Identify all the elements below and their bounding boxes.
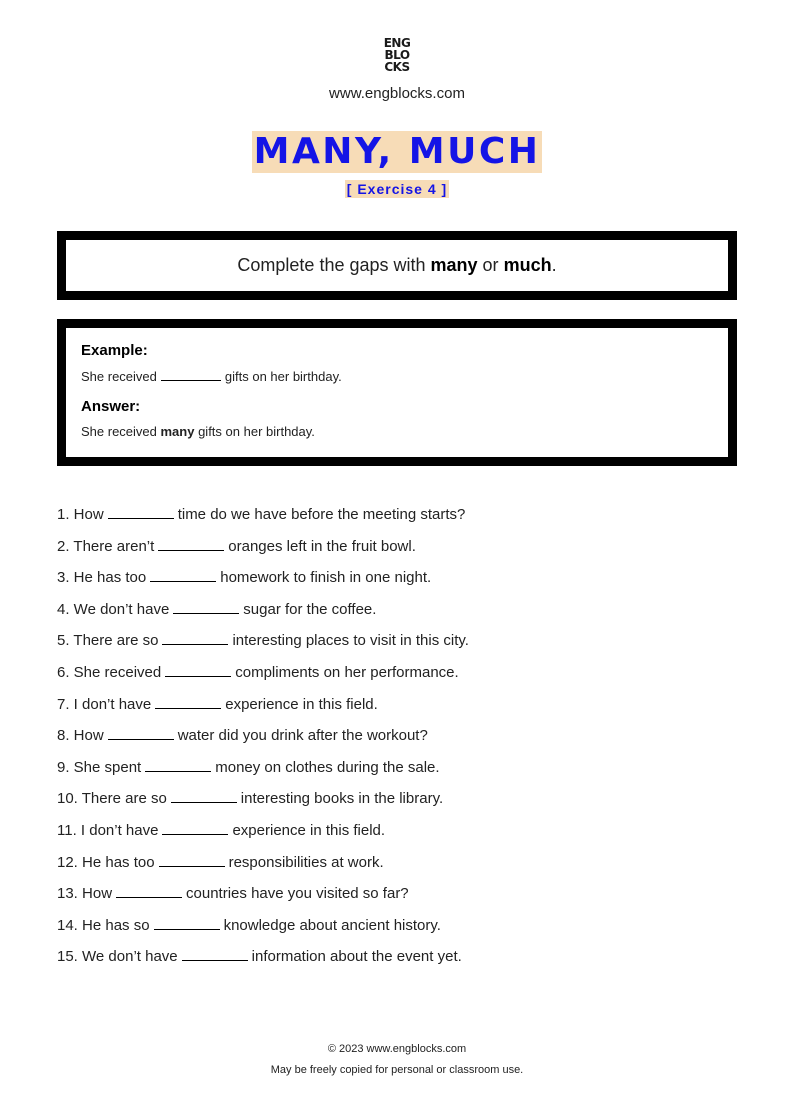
instruction-word-many: many <box>430 255 478 275</box>
answer-gap[interactable] <box>145 757 211 772</box>
question-item: 7. I don’t have experience in this field. <box>57 695 378 713</box>
question-item: 14. He has so knowledge about ancient history. <box>57 916 441 934</box>
answer-gap[interactable] <box>154 915 220 930</box>
instruction-word-much: much <box>503 255 552 275</box>
answer-gap[interactable] <box>158 536 224 551</box>
exercise-subtitle: [ Exercise 4 ] <box>346 181 448 197</box>
logo-line-1: ENG <box>383 36 411 50</box>
site-url: www.engblocks.com <box>329 85 465 102</box>
answer-gap[interactable] <box>171 788 237 803</box>
question-item: 15. We don’t have information about the event yet. <box>57 948 462 966</box>
question-item: 4. We don’t have sugar for the coffee. <box>57 600 377 618</box>
logo-line-2: BLO <box>384 48 410 62</box>
example-label: Example: <box>81 342 148 359</box>
answer-gap[interactable] <box>182 946 248 961</box>
logo-line-3: CKS <box>384 60 410 74</box>
example-gap <box>161 368 221 381</box>
example-sentence: She received gifts on her birthday. <box>81 369 342 384</box>
answer-gap[interactable] <box>108 725 174 740</box>
answer-label: Answer: <box>81 398 141 415</box>
answer-word: many <box>160 424 195 439</box>
answer-gap[interactable] <box>155 694 221 709</box>
question-item: 11. I don’t have experience in this field. <box>57 821 386 839</box>
question-item: 10. There are so interesting books in the library. <box>57 790 444 808</box>
answer-gap[interactable] <box>150 567 216 582</box>
answer-gap[interactable] <box>173 599 239 614</box>
answer-gap[interactable] <box>116 883 182 898</box>
instruction-text: Complete the gaps with many or much. <box>237 255 557 275</box>
question-item: 6. She received compliments on her performance. <box>57 663 459 681</box>
answer-gap[interactable] <box>108 504 174 519</box>
footer-copyright: © 2023 www.engblocks.com <box>327 1043 467 1055</box>
question-item: 5. There are so interesting places to visit in this city. <box>57 632 469 650</box>
question-item: 1. How time do we have before the meeting starts? <box>57 506 466 523</box>
question-item: 3. He has too homework to finish in one night. <box>57 569 432 587</box>
question-list <box>57 504 469 978</box>
question-item: 12. He has too responsibilities at work. <box>57 853 384 871</box>
answer-gap[interactable] <box>165 662 231 677</box>
answer-gap[interactable] <box>162 630 228 645</box>
question-item: 13. How countries have you visited so far? <box>57 885 409 903</box>
footer-license: May be freely copied for personal or classroom use. <box>270 1064 524 1076</box>
question-item: 9. She spent money on clothes during the sale. <box>57 758 440 776</box>
answer-gap[interactable] <box>159 852 225 867</box>
page-title: MANY, MUCH <box>253 131 541 172</box>
answer-sentence: She received many gifts on her birthday. <box>81 424 315 439</box>
instruction-box <box>57 231 737 300</box>
question-item: 2. There aren’t oranges left in the fruit bowl. <box>57 537 416 555</box>
question-item: 8. How water did you drink after the workout? <box>57 727 428 745</box>
example-box <box>57 319 737 466</box>
answer-gap[interactable] <box>162 820 228 835</box>
logo <box>0 37 794 73</box>
